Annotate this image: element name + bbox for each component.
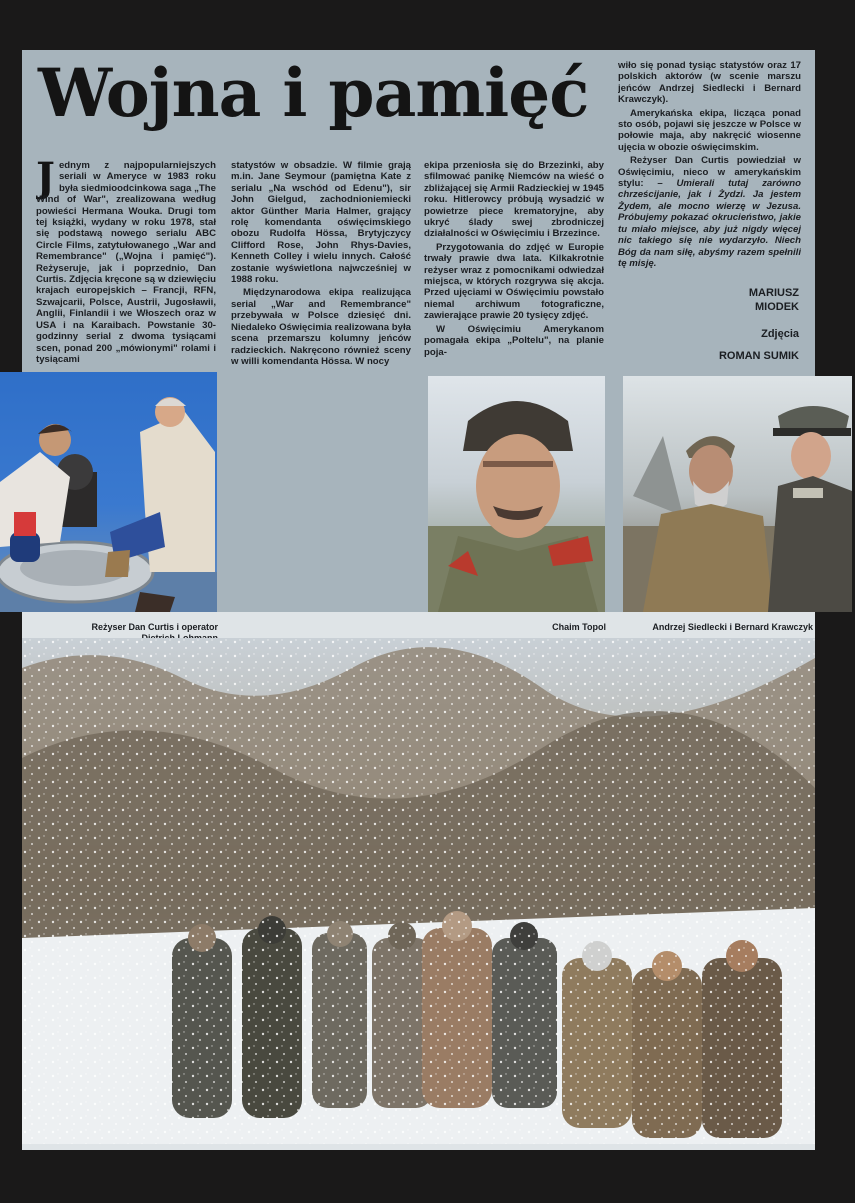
col4-paragraph-1: wiło się ponad tysiąc statystów oraz 17 polskich aktorów (w scenie marszu jeńców Andrzej Siedlecki i Bernard Krawczyk). <box>618 60 801 106</box>
text-column-4 <box>618 60 801 372</box>
photographer-name: ROMAN SUMIK <box>718 350 799 362</box>
col4-paragraph-2: Amerykańska ekipa, licząca ponad sto osób, pojawi się jeszcze w Polsce w połowie maja, aby nakręcić wiosenne ujęcia w obozie oświęcimskim. <box>618 107 801 153</box>
photos-label: Zdjęcia <box>761 328 799 340</box>
photo-chaim-topol <box>428 376 605 612</box>
author-first-name: MARIUSZ <box>748 287 799 299</box>
photo-march-illustration <box>22 638 815 1144</box>
photo-topol-illustration <box>428 376 605 612</box>
col3-paragraph-2: Przygotowania do zdjęć w Europie trwały prawie dwa lata. Kilkakrotnie reżyser wraz z pomocnikami odwiedzał miejsca, w których rozgrywa się akcja. Przed ujęciami w Oświęcimiu powstało niemal archiwum fotograficzne, zawierające prawie 20 tysięcy zdjęć. <box>424 241 604 322</box>
col2-paragraph-2: Międzynarodowa ekipa realizująca serial „War and Remembrance" przebywała w Polsce dziesięć dni. Niedaleko Oświęcimia realizowana była scena przemarszu kolumny jeńców radzieckich. Nakręcono również sceny w willi komendanta Hössa. W nocy <box>231 287 411 367</box>
caption-photo-1-line-1: Reżyser Dan Curtis i operator <box>91 622 218 632</box>
photo-director-camera <box>0 372 217 612</box>
col4-paragraph-3 <box>618 155 801 269</box>
photo-actors-illustration <box>623 376 852 612</box>
col3-paragraph-1: ekipa przeniosła się do Brzezinki, aby sfilmować panikę Niemców na wieść o zbliżającej się Armii Radzieckiej w 1945 roku. Hitlerowcy próbują wysadzić w powietrze piece krematoryjne, aby ukryć ślady swej zbrodniczej działalności w Oświęcimiu i Brzezince. <box>424 160 604 240</box>
caption-photo-2: Chaim Topol <box>552 622 606 632</box>
col2-paragraph-1: statystów w obsadzie. W filmie grają m.in. Jane Seymour (pamiętna Kate z serialu „Na wschód od Edenu"), sir John Gielgud, zachodnioniemiecki aktor Günther Maria Halmer, grający rolę komendanta oświęcimskiego obozu Rudolfa Hössa, Brytyjczycy Clifford Rose, John Rhys-Davies, Kenneth Colley i wielu innych. Całość zostanie wyświetlona najwcześniej w 1988 roku. <box>231 160 411 286</box>
text-column-1 <box>36 160 216 372</box>
col1-paragraph-1: ednym z najpopularniejszych seriali w Ameryce w 1983 roku była siedmioodcinkowa saga „The Wind of War", zrealizowana według powieści Hermana Wouka. Drugi tom tej książki, wydany w roku 1978, stał się podstawą nowego serialu ABC Circle Films, zatytułowanego „War and Remembrance" („Wojna i pamięć"). Reżyseruje, jak i poprzednio, Dan Curtis. Zdjęcia kręcone są w dziewięciu krajach europejskich – Francji, RFN, Szwajcarii, Polsce, Austrii, Jugosławii, Anglii, Finlandii i we Włoszech oraz w USA i na Karaibach. Powstanie 30-godzinny serial z dwoma tysiącami scen, ponad 200 „mówionymi" rolami i tysiącami <box>36 160 216 365</box>
text-column-2 <box>231 160 411 372</box>
article-title: Wojna i pamięć <box>38 54 589 132</box>
author-last-name: MIODEK <box>755 301 799 313</box>
col4-quote: Umierali tutaj zarówno chrześcijanie, jak i Żydzi. Ja jestem Żydem, ale mocno wierzę w Jezusa. Próbujemy pokazać okrucieństwo, jakie tu miało miejsce, aby już nigdy więcej nic takiego się nie wydarzyło. Niech Bóg da nam siłę, abyśmy razem spełnili tę misję. <box>618 178 801 269</box>
photo-director-illustration <box>0 372 217 612</box>
photo-siedlecki-krawczyk <box>623 376 852 612</box>
text-column-3 <box>424 160 604 372</box>
col4-quote-lead: Reżyser Dan Curtis powiedział w Oświęcimiu, nieco w amerykańskim stylu: – <box>618 155 801 190</box>
photo-prisoner-march <box>22 638 815 1144</box>
caption-photo-3: Andrzej Siedlecki i Bernard Krawczyk <box>652 622 813 632</box>
drop-cap: J <box>36 160 55 201</box>
col3-paragraph-3: W Oświęcimiu Amerykanom pomagała ekipa „Poltelu", na planie poja- <box>424 323 604 358</box>
